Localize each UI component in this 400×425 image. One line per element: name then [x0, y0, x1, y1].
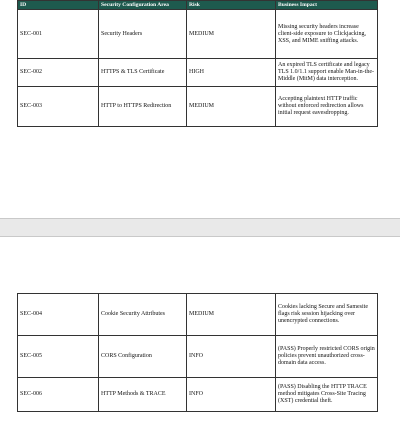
- cell-impact: Missing security headers increase client-side exposure to Clickjacking, XSS, and MIME sniffing attacks.: [276, 10, 378, 59]
- cell-risk: MEDIUM: [187, 294, 276, 336]
- table-header-row: [18, 1, 378, 10]
- cell-id: SEC-005: [18, 336, 99, 378]
- cell-id: SEC-001: [18, 10, 99, 59]
- cell-risk: HIGH: [187, 59, 276, 87]
- cell-risk: MEDIUM: [187, 87, 276, 127]
- cell-area: CORS Configuration: [99, 336, 187, 378]
- cell-area: HTTPS & TLS Certificate: [99, 59, 187, 87]
- cell-area: Security Headers: [99, 10, 187, 59]
- cell-impact: Cookies lacking Secure and Samesite flags risk session hijacking over unencrypted connections.: [276, 294, 378, 336]
- cell-risk: INFO: [187, 336, 276, 378]
- table-row: [18, 294, 378, 336]
- cell-risk: MEDIUM: [187, 10, 276, 59]
- cell-id: SEC-003: [18, 87, 99, 127]
- table-row: [18, 59, 378, 87]
- document-page-2: [0, 236, 400, 425]
- table-row: [18, 336, 378, 378]
- table-row: [18, 87, 378, 127]
- cell-risk: INFO: [187, 378, 276, 412]
- header-impact: Business Impact: [276, 1, 378, 10]
- cell-impact: (PASS) Properly restricted CORS origin policies prevent unauthorized cross-domain data access.: [276, 336, 378, 378]
- header-id: ID: [18, 1, 99, 10]
- header-risk: Risk: [187, 1, 276, 10]
- cell-area: HTTP to HTTPS Redirection: [99, 87, 187, 127]
- cell-impact: Accepting plaintext HTTP traffic without enforced redirection allows initial request eavesdropping.: [276, 87, 378, 127]
- cell-id: SEC-006: [18, 378, 99, 412]
- cell-impact: An expired TLS certificate and legacy TLS 1.0/1.1 support enable Man-in-the-Middle (MitM) data interception.: [276, 59, 378, 87]
- table-row: [18, 10, 378, 59]
- cell-id: SEC-002: [18, 59, 99, 87]
- table-row: [18, 378, 378, 412]
- cell-impact: (PASS) Disabling the HTTP TRACE method mitigates Cross-Site Tracing (XST) credential theft.: [276, 378, 378, 412]
- cell-area: HTTP Methods & TRACE: [99, 378, 187, 412]
- header-area: Security Configuration Area: [99, 1, 187, 10]
- security-findings-table: [17, 0, 378, 127]
- security-findings-table-continued: [17, 293, 378, 412]
- cell-id: SEC-004: [18, 294, 99, 336]
- cell-area: Cookie Security Attributes: [99, 294, 187, 336]
